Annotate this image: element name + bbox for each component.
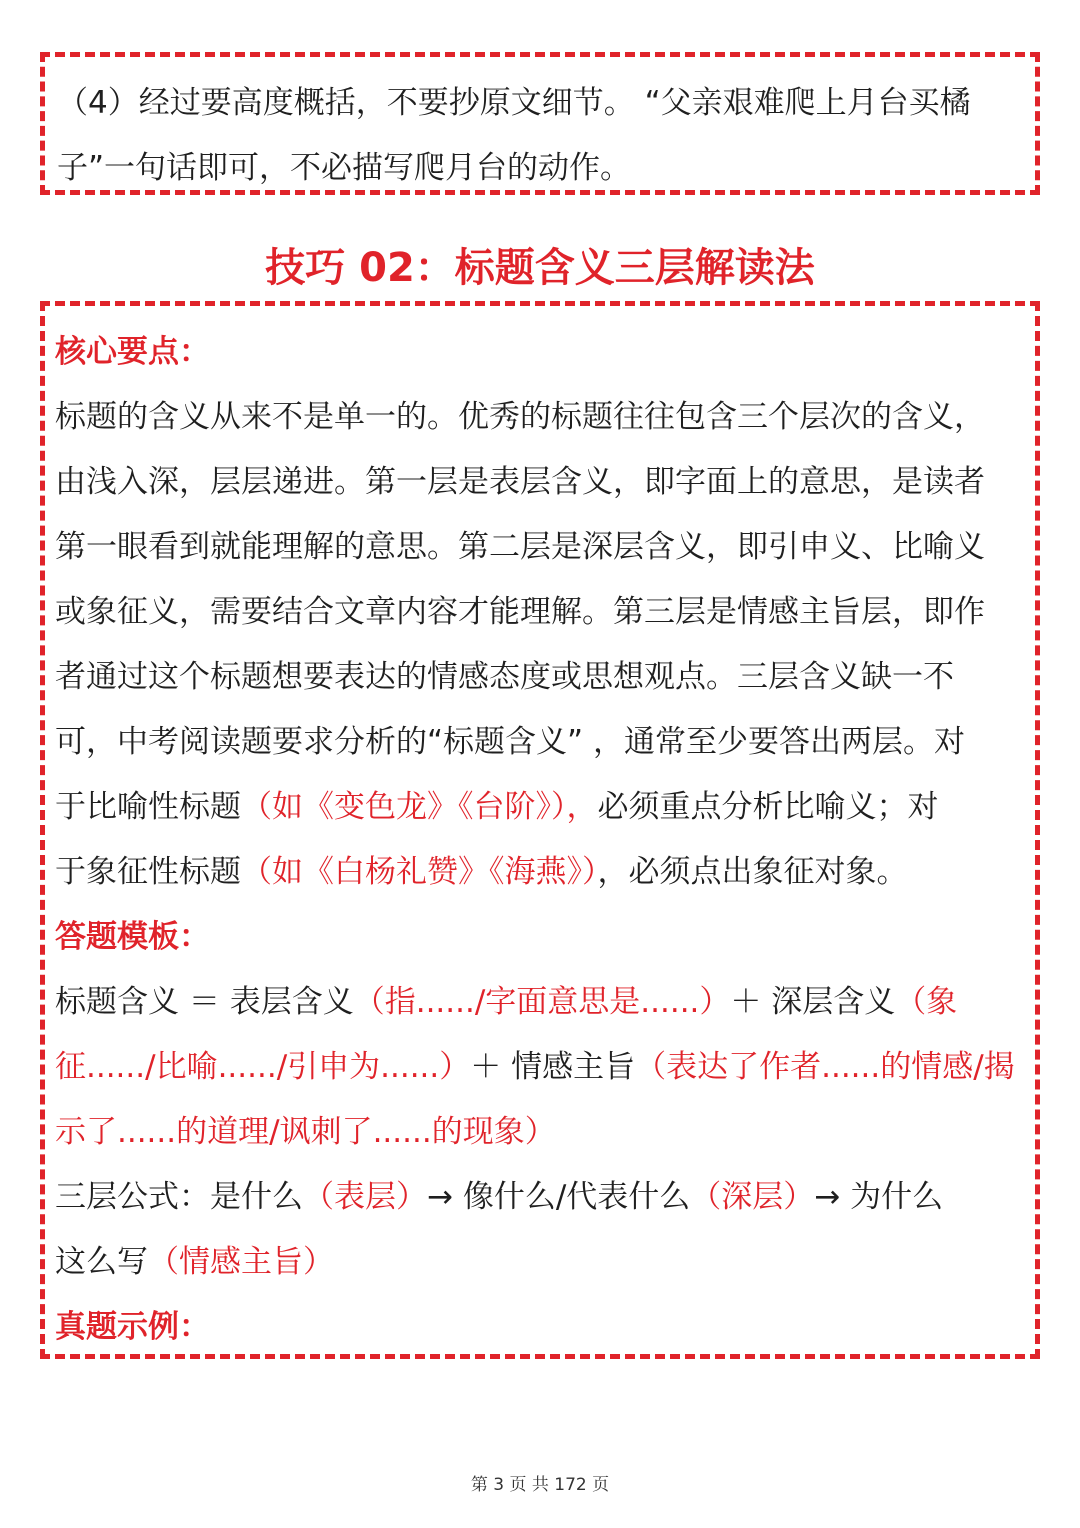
formula-text: → 像什么/代表什么 xyxy=(427,1179,691,1215)
template-line: 示了......的道理/讽刺了......的现象） xyxy=(55,1114,556,1150)
paragraph-line xyxy=(55,840,1035,905)
paragraph-line: 第一眼看到就能理解的意思。第二层是深层含义，即引申义、比喻义 xyxy=(55,529,985,565)
template-hint: （指....../字面意思是......） xyxy=(353,984,731,1020)
content-box-main xyxy=(40,301,1040,1359)
paragraph-text: 必须重点分析比喻义；对 xyxy=(597,789,939,825)
paragraph-line: 可，中考阅读题要求分析的“标题含义” ，通常至少要答出两层。对 xyxy=(55,724,965,760)
template-text: ＋ 情感主旨 xyxy=(470,1049,636,1085)
paragraph-line: 标题的含义从来不是单一的。优秀的标题往往包含三个层次的含义， xyxy=(55,399,985,435)
example-titles: （如《变色龙》《台阶》）， xyxy=(241,789,598,825)
example-titles: （如《白杨礼赞》《海燕》） xyxy=(241,854,598,890)
template-hint: （表达了作者......的情感/揭 xyxy=(635,1049,1015,1085)
paragraph-line xyxy=(55,775,1035,840)
formula-text: 这么写 xyxy=(55,1244,148,1280)
template-text: 标题含义 ＝ 表层含义 xyxy=(55,984,354,1020)
formula-hint: （情感主旨） xyxy=(148,1244,334,1280)
heading-real-example: 真题示例： xyxy=(55,1309,210,1345)
formula-text: → 为什么 xyxy=(814,1179,944,1215)
template-hint: （象 xyxy=(895,984,958,1020)
paragraph-line: 者通过这个标题想要表达的情感态度或思想观点。三层含义缺一不 xyxy=(55,659,954,695)
note-box-top xyxy=(40,52,1040,195)
template-text: ＋ 深层含义 xyxy=(730,984,896,1020)
formula-hint: （表层） xyxy=(303,1179,427,1215)
paragraph-line: 或象征义，需要结合文章内容才能理解。第三层是情感主旨层，即作 xyxy=(55,594,985,630)
heading-answer-template: 答题模板： xyxy=(55,919,210,955)
heading-core-points: 核心要点： xyxy=(55,334,210,370)
page-number: 第 3 页 共 172 页 xyxy=(470,1475,610,1495)
note-line-2: 子”一句话即可，不必描写爬月台的动作。 xyxy=(57,150,632,186)
template-line xyxy=(55,1035,1035,1100)
paragraph-line: 由浅入深，层层递进。第一层是表层含义，即字面上的意思，是读者 xyxy=(55,464,985,500)
paragraph-text: 于象征性标题 xyxy=(55,854,241,890)
formula-hint: （深层） xyxy=(690,1179,815,1215)
formula-line xyxy=(55,1165,1035,1230)
note-line-1: （4）经过要高度概括，不要抄原文细节。 “父亲艰难爬上月台买橘 xyxy=(57,85,971,121)
paragraph-text: ，必须点出象征对象。 xyxy=(597,854,908,890)
template-hint: 征....../比喻....../引申为......） xyxy=(55,1049,471,1085)
formula-text: 三层公式：是什么 xyxy=(55,1179,303,1215)
section-title: 技巧 02：标题含义三层解读法 xyxy=(265,245,815,291)
paragraph-text: 于比喻性标题 xyxy=(55,789,241,825)
formula-line xyxy=(55,1230,1035,1295)
template-line xyxy=(55,970,1035,1035)
